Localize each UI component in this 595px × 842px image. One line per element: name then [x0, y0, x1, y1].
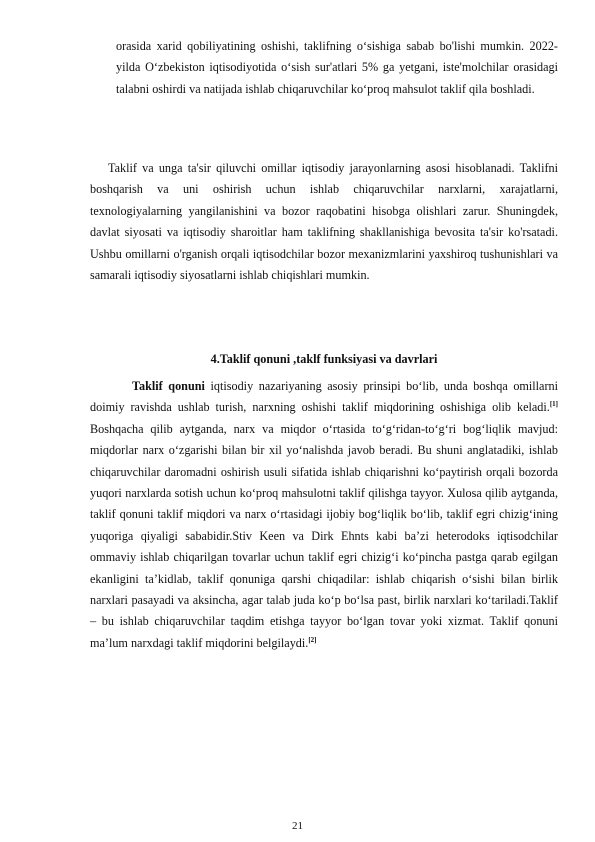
section-heading: 4.Taklif qonuni ,taklf funksiyasi va davrlari: [210, 352, 438, 366]
text-part-1: iqtisodiy nazariyaning asosiy prinsipi bo‘lib, unda boshqa omillarni doimiy ravishda ushlab turish, narxning oshishi taklif miqdorining oshishiga olib keladi.: [90, 379, 558, 415]
paragraph-supply-factors: Taklif va unga ta'sir qiluvchi omillar iqtisodiy jarayonlarning asosi hisoblanadi. Taklifni boshqarish va uni oshirish uchun ishlab chiqaruvchilar narxlarni, xarajatlarni, texnologiyalarning yangilanishini va bozor raqobatini hisobga olishlari zarur. Shuningdek, davlat siyosati va iqtisodiy sharoitlar ham taklifning shakllanishiga bevosita ta'sir ko'rsatadi. Ushbu omillarni o'rganish orqali iqtisodchilar bozor mexanizmlarini yaxshiroq tushunishlari va samarali iqtisodiy siyosatlarni ishlab chiqishlari mumkin.: [90, 161, 558, 283]
paragraph-supply-law: [90, 376, 558, 654]
reference-2[interactable]: [2]: [308, 635, 317, 644]
page-number: 21: [292, 820, 303, 832]
text-part-2: Boshqacha qilib aytganda, narx va miqdor o‘rtasida to‘g‘ridan-to‘g‘ri bog‘liqlik mavjud: miqdorlar narx o‘zgarishi bilan bir xil yo‘nalishda javob beradi. Bu shuni anglatadiki, ishlab chiqaruvchilar daromadni oshirish usuli sifatida ishlab chiqarishni ko‘paytirish orqali bozorda yuqori narxlarda sotish uchun ko‘proq mahsulotni taklif qilishga tayyor. Xulosa qilib aytganda, taklif qonuni taklif miqdori va narx o‘rtasidagi ijobiy bog‘liqlik bo‘lib, taklif egri chizig‘ining yuqoriga qiyaligi sababidir.Stiv Keen va Dirk Ehnts kabi ba’zi heterodoks iqtisodchilar ommaviy ishlab chiqarilgan tovarlar uchun taklif egri chizig‘i ko‘pincha pastga qarab egilgan ekanligini ta’kidlab, taklif qonuniga qarshi chiqadilar: ishlab chiqarish o‘sishi bilan birlik narxlari pasayadi va aksincha, agar talab juda ko‘p bo‘lsa past, birlik narxlari ko‘tariladi.Taklif – bu ishlab chiqaruvchilar taqdim etishga tayyor bo‘lgan tovar yoki xizmat. Taklif qonuni ma’lum narxdagi taklif miqdorini belgilaydi.: [90, 421, 558, 650]
term-supply-law: Taklif qonuni: [132, 379, 205, 393]
paragraph-continuation: orasida xarid qobiliyatining oshishi, taklifning o‘sishiga sabab bo'lishi mumkin. 2022-yilda O‘zbekiston iqtisodiyotida o‘sish sur'atlari 5% ga yetgani, iste'molchilar orasidagi talabni oshirdi va natijada ishlab chiqaruvchilar ko‘proq mahsulot taklif qila boshladi.: [116, 39, 558, 96]
reference-1[interactable]: [1]: [549, 400, 558, 409]
